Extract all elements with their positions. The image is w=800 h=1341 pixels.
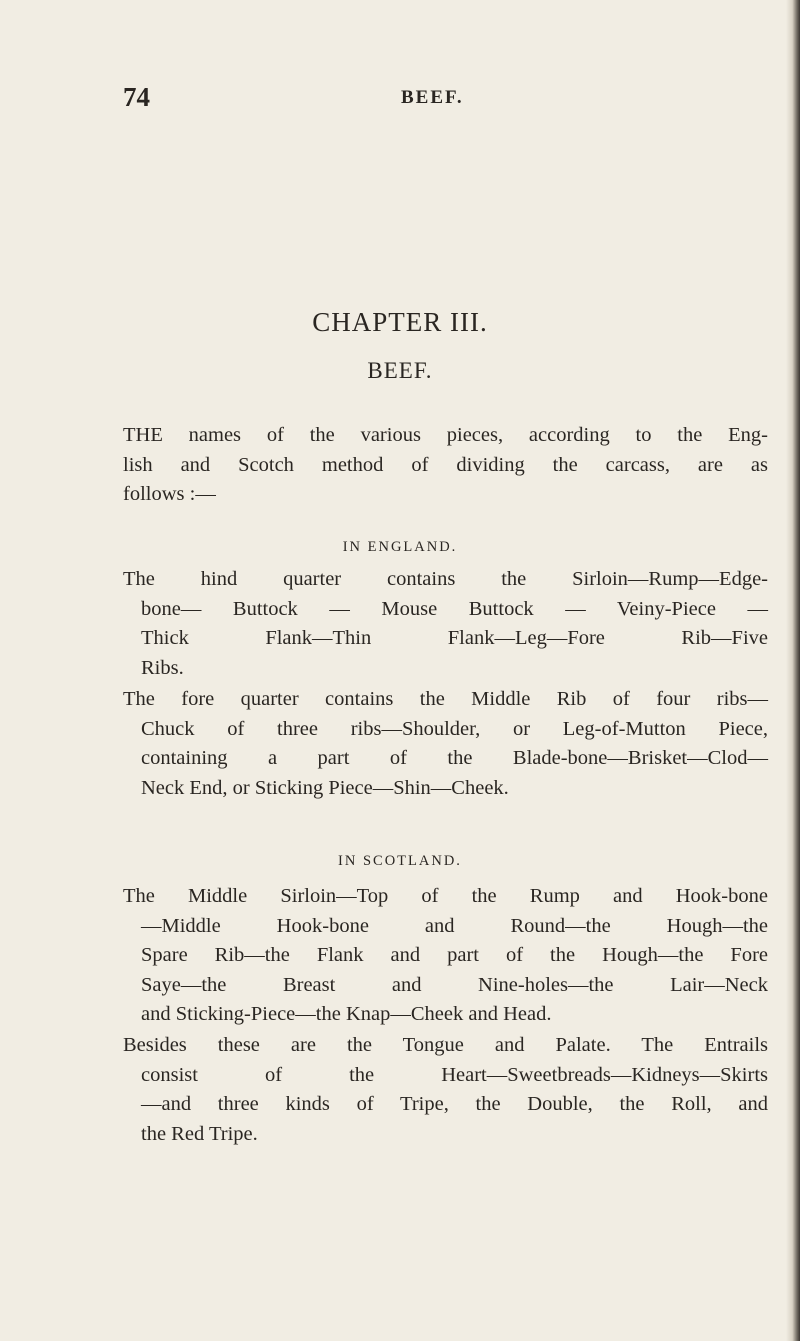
- hind-quarter-line: bone— Buttock — Mouse Buttock — Veiny-Piece —: [141, 597, 768, 620]
- fore-quarter-line: containing a part of the Blade-bone—Brisket—Clod—: [141, 747, 768, 769]
- besides-line: —and three kinds of Tripe, the Double, the Roll, and: [141, 1093, 768, 1115]
- intro-line: THE names of the various pieces, according to the Eng-: [123, 424, 768, 446]
- scotland-line: —Middle Hook-bone and Round—the Hough—the: [141, 914, 768, 937]
- chapter-subtitle: BEEF.: [367, 358, 433, 383]
- scotland-line: The Middle Sirloin—Top of the Rump and Hook-bone: [123, 885, 768, 907]
- scotland-line: Spare Rib—the Flank and part of the Hough—the Fore: [141, 944, 768, 966]
- besides-line: the Red Tripe.: [141, 1122, 258, 1145]
- fore-quarter-paragraph: [123, 685, 768, 803]
- besides-line: Besides these are the Tongue and Palate. The Entrails: [123, 1034, 768, 1056]
- chapter-title: CHAPTER III.: [312, 307, 488, 337]
- intro-line: lish and Scotch method of dividing the carcass, are as: [123, 453, 768, 476]
- hind-quarter-line: Thick Flank—Thin Flank—Leg—Fore Rib—Five: [141, 627, 768, 649]
- fore-quarter-line: Neck End, or Sticking Piece—Shin—Cheek.: [141, 776, 509, 799]
- besides-paragraph: [123, 1031, 768, 1149]
- fore-quarter-line: The fore quarter contains the Middle Rib of four ribs—: [123, 688, 768, 710]
- running-title: BEEF.: [401, 87, 464, 108]
- england-heading: IN ENGLAND.: [342, 539, 458, 555]
- hind-quarter-paragraph: [123, 565, 768, 683]
- besides-line: consist of the Heart—Sweetbreads—Kidneys—Skirts: [141, 1063, 768, 1086]
- hind-quarter-line: Ribs.: [141, 656, 184, 679]
- scotland-heading: IN SCOTLAND.: [338, 853, 462, 869]
- intro-paragraph: [123, 421, 768, 510]
- scotland-line: and Sticking-Piece—the Knap—Cheek and Head.: [141, 1003, 552, 1025]
- running-head: [123, 82, 723, 122]
- page-edge-shadow: [786, 0, 800, 1341]
- scotland-paragraph: [123, 882, 768, 1030]
- page-number: 74: [123, 82, 150, 112]
- scotland-line: Saye—the Breast and Nine-holes—the Lair—Neck: [141, 973, 768, 996]
- hind-quarter-line: The hind quarter contains the Sirloin—Rump—Edge-: [123, 568, 768, 590]
- fore-quarter-line: Chuck of three ribs—Shoulder, or Leg-of-Mutton Piece,: [141, 717, 768, 740]
- intro-line: follows :—: [123, 483, 216, 505]
